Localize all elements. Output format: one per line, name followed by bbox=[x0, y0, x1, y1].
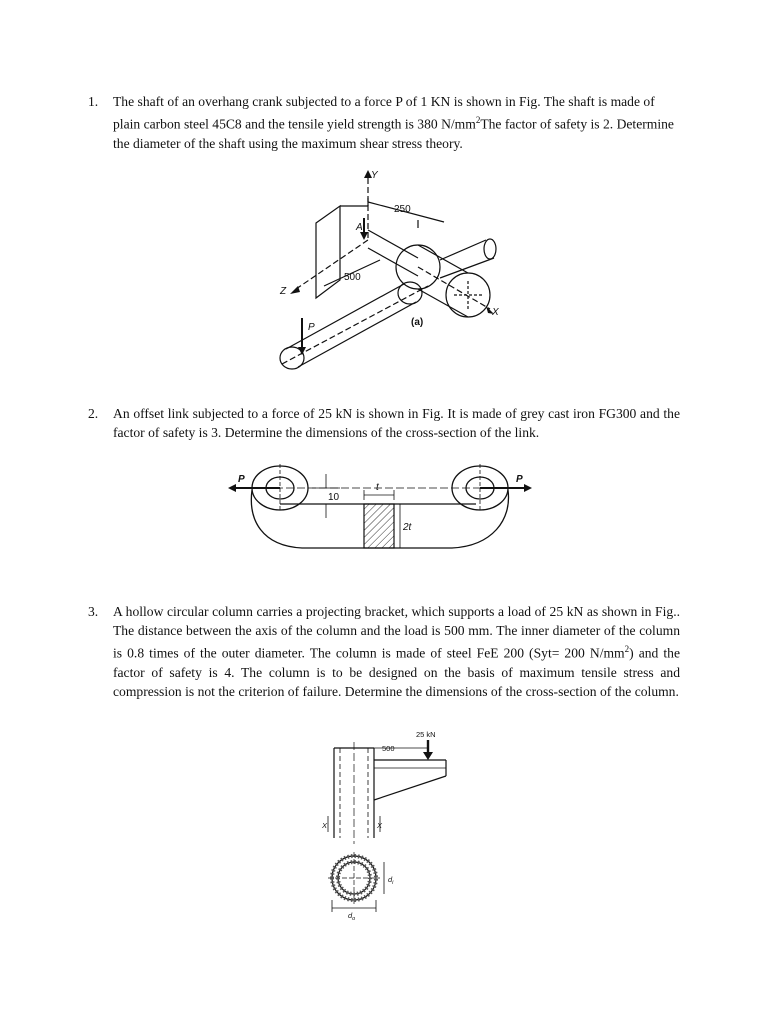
figure-caption: (a) bbox=[411, 317, 424, 328]
dimension-t: t bbox=[376, 482, 379, 493]
point-a-label: A bbox=[356, 222, 363, 233]
dimension-500: 500 bbox=[382, 744, 395, 753]
question-1 bbox=[88, 92, 680, 153]
force-p-label: P bbox=[308, 322, 315, 333]
question-text: An offset link subjected to a force of 25 kN is shown in Fig. It is made of grey cast iron FG300 and the factor of safety is 3. Determine the dimensions of the cross-section of the link. bbox=[113, 406, 680, 440]
crank-shaft-figure bbox=[268, 168, 508, 380]
offset-link-figure bbox=[222, 460, 542, 560]
hollow-column-figure bbox=[310, 728, 460, 922]
question-number: 1. bbox=[88, 94, 99, 109]
section-x-right-label: X bbox=[377, 821, 383, 830]
question-text: A hollow circular column carries a projecting bracket, which supports a load of 25 kN as shown in Fig.. The distance between the axis of the column and the load is 500 mm. The inner diameter of the column is 0.8 times of the outer diameter. The column is made of steel FeE 200 (Syt= 200 $N/mm^2$) and the factor of safety is 4. The column is to be designed on the basis of maximum tensile stress and compression is not the criterion of failure. Determine the dimensions of the cross-section of the column. bbox=[113, 604, 680, 699]
force-p-right-label: P bbox=[516, 474, 523, 485]
dimension-10: 10 bbox=[328, 492, 340, 503]
question-text: The shaft of an overhang crank subjected to a force P of 1 KN is shown in Fig. The shaft is made of plain carbon steel 45C8 and the tensile yield strength is 380 $N/mm^2The$ factor of safety is 2. Determine the diameter of the shaft using the maximum shear stress theory. bbox=[113, 94, 674, 151]
outer-diameter-label: $d_o$ bbox=[348, 911, 356, 922]
dimension-2t: 2t bbox=[403, 522, 412, 533]
question-number: 2. bbox=[88, 406, 99, 421]
dimension-500: 500 bbox=[344, 272, 361, 283]
dimension-250: 250 bbox=[394, 204, 411, 215]
x-axis-label: X bbox=[492, 307, 499, 318]
z-axis-label: Z bbox=[280, 286, 287, 297]
question-3 bbox=[88, 602, 680, 701]
load-label: 25 kN bbox=[416, 730, 436, 739]
section-x-left-label: X bbox=[322, 821, 328, 830]
cross-section bbox=[364, 504, 394, 548]
force-p-left-label: P bbox=[238, 474, 245, 485]
question-2 bbox=[88, 404, 680, 442]
question-number: 3. bbox=[88, 604, 99, 619]
inner-diameter-label: $d_i$ bbox=[388, 875, 394, 886]
y-axis-label: Y bbox=[371, 170, 378, 181]
